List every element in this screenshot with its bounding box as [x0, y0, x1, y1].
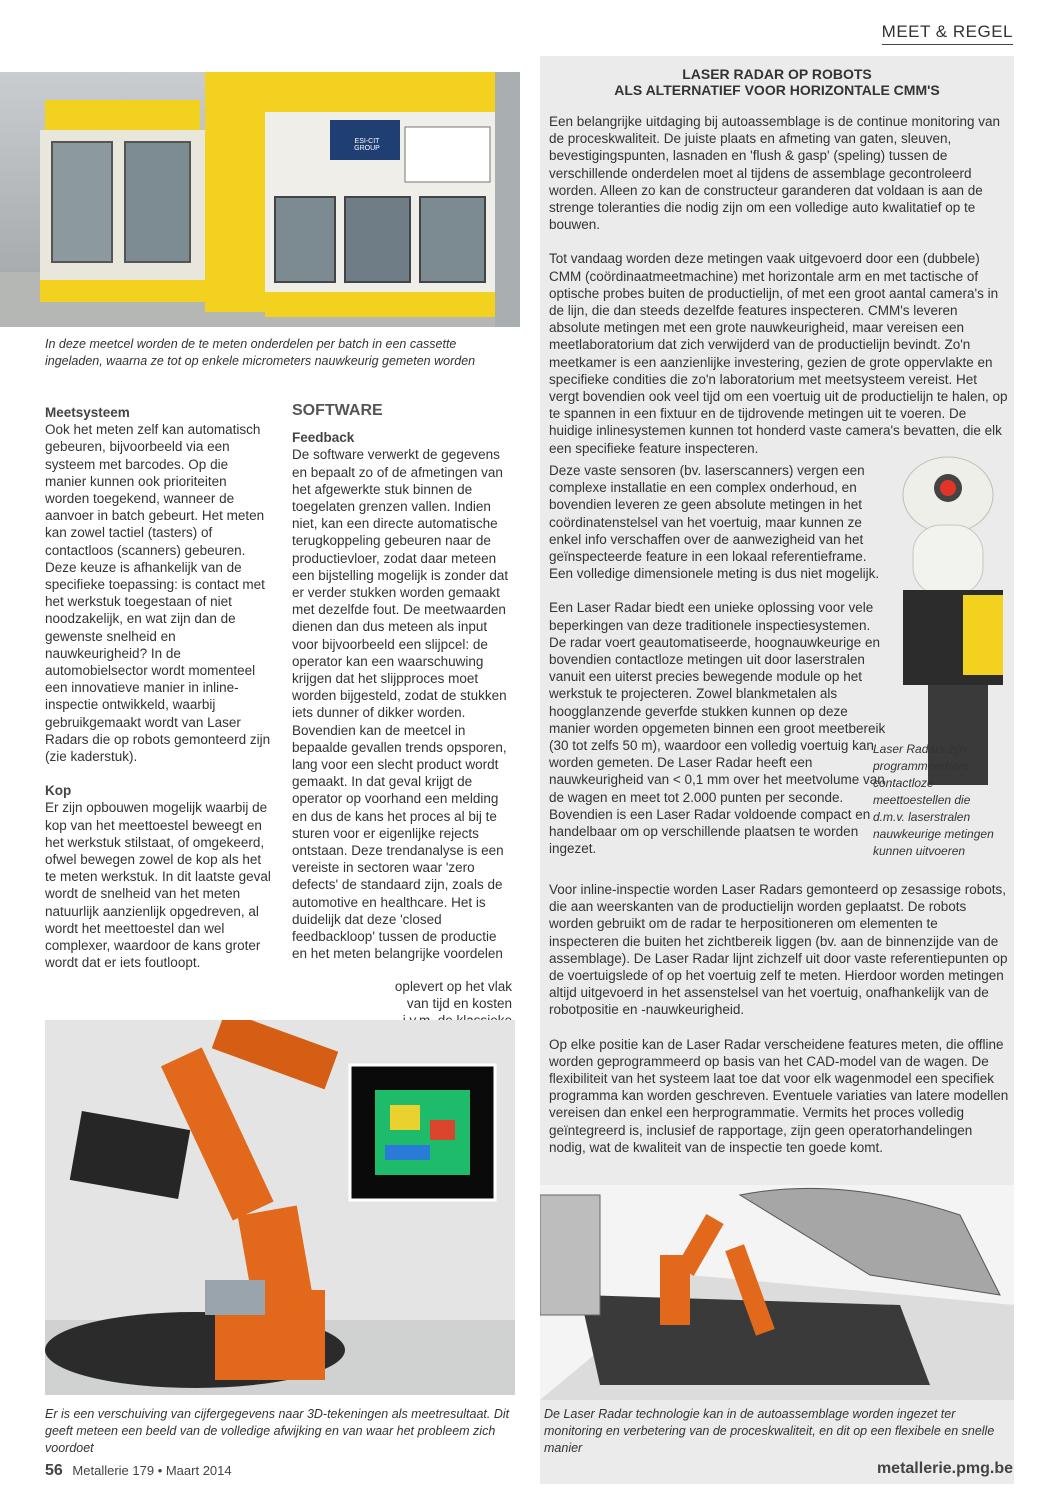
software-title: SOFTWARE	[292, 402, 383, 419]
sidebar-p2b: Deze vaste sensoren (bv. laserscanners) vergen een complexe installatie en een complex onderhoud, en bovendien leveren ze geen absolute metingen in het coördinatenstelsel van het voertuig, maar kunnen ze enkel info verschaffen over de aanwezigheid van het geïnspecteerde feature in een lokaal referentieframe. Een volledige dimensionele meting is dus niet mogelijk.	[549, 463, 880, 582]
paragraph-feedback: De software verwerkt de gegevens en bepaalt zo of de afmetingen van het afgewerkte stuk binnen de toegelaten grenzen vallen. Indien niet, kan een directe automatische terugkoppeling gebeuren naar de productievloer, zodat daar meteen een bijstelling mogelijk is zonder dat er verder stukken worden gemaakt met dezelfde fout. De meetwaarden dienen dan dus meteen als input voor bijvoorbeeld een slijpcel: de operator kan een waarschuwing krijgen dat het slijpproces moet worden bijgesteld, zodat de stukken iets dunner of dikker worden. Bovendien kan de meetcel in bepaalde gevallen trends opsporen, lang voor een slecht product wordt gemaakt. In dat geval krijgt de operator op voorhand een melding en dus de kans het proces al bij te sturen voor er eigenlijke rejects ontstaan. Deze trendanalyse is een vereiste in sectoren waar 'zero defects' de standaard zijn, zoals de automotive en healthcare. Het is duidelijk dat deze 'closed feedbackloop' tussen de productie en het meten belangrijke voordelen	[292, 447, 509, 962]
footer-left	[45, 1462, 232, 1480]
heading-kop: Kop	[45, 783, 72, 799]
paragraph-meetsysteem: Ook het meten zelf kan automatisch gebeuren, bijvoorbeeld via een systeem met barcodes. Op die manier kunnen ook prioriteiten worden toegekend, wanneer de aanvoer in batch gebeurt. Het meten kan zowel tactiel (tasters) of contactloos (scanners) gebeuren. Deze keuze is afhankelijk van de specifieke toepassing: is contact met het werkstuk toegestaan of niet noodzakelijk, en wat zijn dan de gewenste snelheid en nauwkeurigheid? In de automobielsector wordt momenteel een innovatieve manier in inline-inspectie ontwikkeld, waarbij gebruikgemaakt wordt van Laser Radars die op robots gemonteerd zijn (zie kaderstuk).	[45, 422, 271, 765]
sidebar-paragraph-3	[549, 881, 1009, 1173]
section-tag: MEET & REGEL	[882, 22, 1013, 45]
sidebar-paragraph-1	[549, 113, 1009, 457]
page-number: 56	[45, 1462, 63, 1479]
middle-column	[292, 402, 515, 963]
robot-arm-illustration	[45, 1020, 515, 1395]
heading-feedback: Feedback	[292, 430, 355, 446]
heading-meetsysteem: Meetsysteem	[45, 405, 130, 420]
paragraph-kop: Er zijn opbouwen mogelijk waarbij de kop van het meettoestel beweegt en het werkstuk stilstaat, of omgekeerd, ofwel bewegen zowel de kop als het te meten werkstuk. In dit laatste geval wordt de snelheid van het meten natuurlijk aanzienlijk opgedreven, al wordt het meettoestel dan wel complexer, waardoor de kans groter wordt dat er iets foutloopt.	[45, 800, 271, 971]
sidebar-title-line1: LASER RADAR OP ROBOTS	[682, 66, 872, 82]
measuring-cell-illustration	[0, 72, 520, 327]
website-link[interactable]: metallerie.pmg.be	[876, 1460, 1013, 1477]
measuring-cell-photo	[0, 72, 520, 327]
left-column	[45, 404, 273, 989]
issue-info: Metallerie 179 • Maart 2014	[72, 1463, 232, 1478]
top-photo-caption: In deze meetcel worden de te meten onderdelen per batch in een cassette ingeladen, waarna ze tot op enkele micrometers nauwkeurig gemeten worden	[45, 337, 476, 368]
middle-column-tail: oplevert op het vlak van tijd en kosten	[394, 979, 512, 1012]
sidebar-title	[540, 66, 1014, 98]
car-assembly-illustration	[540, 1185, 1014, 1400]
brand-label: ESI-CIT GROUP	[354, 138, 380, 152]
sidebar-p2a: Tot vandaag worden deze metingen vaak uitgevoerd door een (dubbele) CMM (coördinaatmeetmachine) met horizontale arm en met tactische of optische probes buiten de productielijn, of met een groot aantal camera's in de lijn, die dan steeds dezelfde features inspecteren. CMM's leveren absolute metingen met een grote nauwkeurigheid, maar vereisen een meetlaboratorium dat zich verwijderd van de productielijn bevindt. Zo'n meetkamer is een aanzienlijke investering, gezien de grote oppervlakte en specifieke condities die zo'n laboratorium met meetsysteem vereist. Het vergt bovendien ook veel tijd om een voertuig uit de productielijn te halen, op te spannen in een fixtuur en de tijdrovende metingen uit te voeren. De huidige inlinesystemen kunnen tot honderd vaste camera's bevatten, die elk een specifieke feature inspecteren.	[549, 251, 1008, 456]
sidebar-paragraph-2	[549, 462, 891, 874]
car-assembly-caption: De Laser Radar technologie kan in de autoassemblage worden ingezet ter monitoring en verbetering van de proceskwaliteit, en dit op een flexibele en snelle manier	[544, 1407, 995, 1455]
sidebar-p1: Een belangrijke uitdaging bij autoassemblage is de continue monitoring van de proceskwaliteit. De juiste plaats en afmeting van gaten, sleuven, bevestigingspunten, lasnaden en 'flush & gasp' (speling) tussen de verschillende onderdelen moet al tijdens de assemblage gecontroleerd worden. Alleen zo kan de constructeur garanderen dat voldaan is aan de strenge toleranties die nodig zijn om een volledige auto kwalitatief op te bouwen.	[549, 114, 1001, 233]
sidebar-title-line2: ALS ALTERNATIEF VOOR HORIZONTALE CMM'S	[614, 82, 940, 98]
sidebar-p5: Op elke positie kan de Laser Radar verscheidene features meten, die offline worden geprogrammeerd op basis van het CAD-model van de wagen. De flexibiliteit van het systeem laat toe dat voor elk wagenmodel een specifiek programma kan worden geschreven. Eventuele variaties van latere modellen vereisen dan enkel een herprogrammatie. Vermits het proces volledig geïntegreerd is, inclusief de rapportage, zijn geen operatorhandelingen nodig, wat de kwaliteit van de inspectie ten goede komt.	[549, 1036, 1009, 1155]
car-assembly-cad-image	[540, 1185, 1014, 1400]
sidebar-p4: Voor inline-inspectie worden Laser Radars gemonteerd op zesassige robots, die aan weerskanten van de productielijn worden geplaatst. De robots worden gebruikt om de radar te herpositioneren om elementen te inspecteren die buiten het zichtbereik liggen (bv. aan de binnenzijde van de assemblage). De Laser Radar lijnt zichzelf uit door vaste referentiepunten op de voertuigslede of op het voertuig zelf te meten. Hierdoor worden metingen altijd uitgevoerd in het assenstelsel van het voertuig, onafhankelijk van de robotpositie en -nauwkeurigheid.	[549, 882, 1008, 1018]
robot-measuring-photo	[45, 1020, 515, 1395]
sidebar-p3: Een Laser Radar biedt een unieke oplossing voor vele beperkingen van deze traditionele inspectiesystemen. De radar voert geautomatiseerde, hoognauwkeurige en bovendien contactloze metingen uit door laserstralen vanuit een uiterst precies bewegende module op het werkstuk te projecteren. Zowel blankmetalen als hoogglanzende geverfde stukken kunnen op deze manier worden opgemeten binnen een groot meetbereik (30 tot zelfs 50 m), waardoor een volledig voertuig kan worden gemeten. De Laser Radar heeft een nauwkeurigheid van < 0,1 mm over het meetvolume van de wagen en meet tot 2.000 punten per seconde. Bovendien is een Laser Radar voldoende compact en handelbaar om op verschillende plaatsen te worden ingezet.	[549, 600, 886, 857]
laser-radar-caption: Laser Radars zijn programmeerbare, contactloze meettoestellen die d.m.v. laserstralen nauwkeurige metingen kunnen uitvoeren	[873, 742, 994, 858]
robot-photo-caption: Er is een verschuiving van cijfergegevens naar 3D-tekeningen als meetresultaat. Dit geeft meteen een beeld van de volledige afwijking en van waar het probleem zich voordoet	[45, 1407, 510, 1455]
